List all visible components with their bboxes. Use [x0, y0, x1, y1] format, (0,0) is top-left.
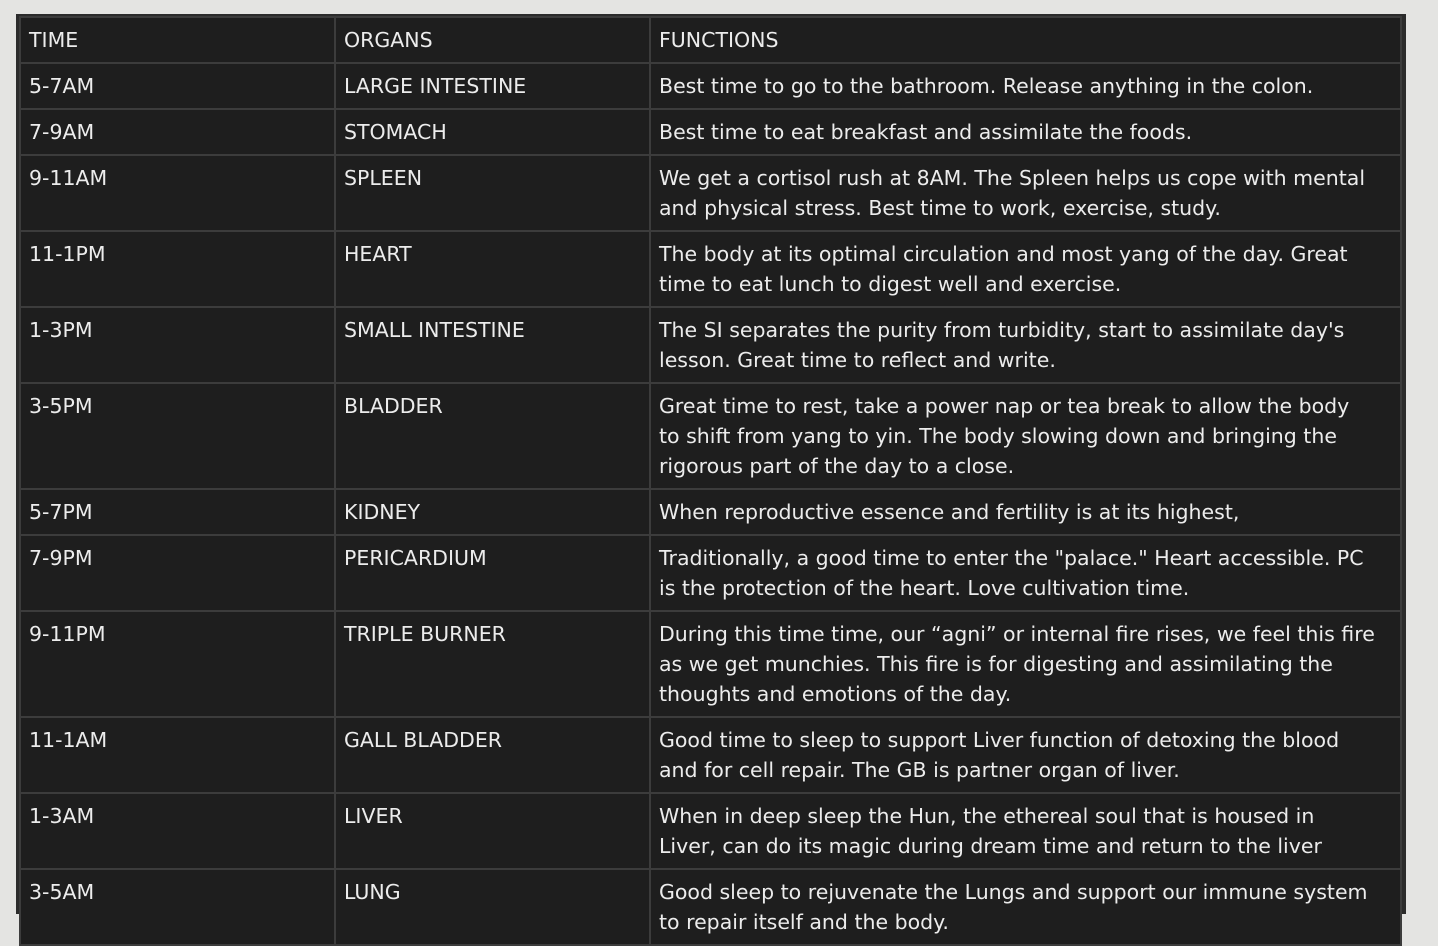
function-cell: We get a cortisol rush at 8AM. The Spleen helps us cope with mental and physical stress. Best time to work, exercise, study. — [650, 155, 1401, 231]
time-cell: 5-7AM — [20, 63, 335, 109]
header-time: TIME — [20, 17, 335, 63]
time-cell: 9-11AM — [20, 155, 335, 231]
function-cell: Good sleep to rejuvenate the Lungs and support our immune system to repair itself and the body. — [650, 869, 1401, 945]
time-cell: 11-1PM — [20, 231, 335, 307]
organ-cell: STOMACH — [335, 109, 650, 155]
header-functions: FUNCTIONS — [650, 17, 1401, 63]
table-row — [20, 63, 1401, 109]
table-row — [20, 611, 1401, 717]
organ-clock-table — [19, 16, 1402, 946]
time-cell: 7-9AM — [20, 109, 335, 155]
table-row — [20, 717, 1401, 793]
organ-cell: BLADDER — [335, 383, 650, 489]
table-row — [20, 793, 1401, 869]
table-row — [20, 231, 1401, 307]
time-cell: 5-7PM — [20, 489, 335, 535]
organ-cell: KIDNEY — [335, 489, 650, 535]
table-row — [20, 155, 1401, 231]
table-row — [20, 383, 1401, 489]
time-cell: 1-3PM — [20, 307, 335, 383]
header-organs: ORGANS — [335, 17, 650, 63]
function-cell: The SI separates the purity from turbidity, start to assimilate day's lesson. Great time to reflect and write. — [650, 307, 1401, 383]
organ-cell: PERICARDIUM — [335, 535, 650, 611]
table-row — [20, 109, 1401, 155]
function-cell: The body at its optimal circulation and most yang of the day. Great time to eat lunch to digest well and exercise. — [650, 231, 1401, 307]
organ-cell: HEART — [335, 231, 650, 307]
organ-cell: LUNG — [335, 869, 650, 945]
organ-cell: TRIPLE BURNER — [335, 611, 650, 717]
function-cell: Best time to eat breakfast and assimilate the foods. — [650, 109, 1401, 155]
table-row — [20, 869, 1401, 945]
organ-cell: LARGE INTESTINE — [335, 63, 650, 109]
function-cell: Best time to go to the bathroom. Release anything in the colon. — [650, 63, 1401, 109]
function-cell: Traditionally, a good time to enter the "palace." Heart accessible. PC is the protection of the heart. Love cultivation time. — [650, 535, 1401, 611]
function-cell: Great time to rest, take a power nap or tea break to allow the body to shift from yang to yin. The body slowing down and bringing the rigorous part of the day to a close. — [650, 383, 1401, 489]
time-cell: 1-3AM — [20, 793, 335, 869]
table-row — [20, 489, 1401, 535]
table-row — [20, 307, 1401, 383]
organ-cell: SMALL INTESTINE — [335, 307, 650, 383]
time-cell: 3-5AM — [20, 869, 335, 945]
table-row — [20, 535, 1401, 611]
time-cell: 9-11PM — [20, 611, 335, 717]
organ-cell: LIVER — [335, 793, 650, 869]
time-cell: 11-1AM — [20, 717, 335, 793]
organ-cell: SPLEEN — [335, 155, 650, 231]
function-cell: When reproductive essence and fertility is at its highest, — [650, 489, 1401, 535]
table-frame — [16, 14, 1406, 934]
function-cell: Good time to sleep to support Liver function of detoxing the blood and for cell repair. The GB is partner organ of liver. — [650, 717, 1401, 793]
time-cell: 3-5PM — [20, 383, 335, 489]
organ-cell: GALL BLADDER — [335, 717, 650, 793]
function-cell: When in deep sleep the Hun, the ethereal soul that is housed in Liver, can do its magic during dream time and return to the liver — [650, 793, 1401, 869]
function-cell: During this time time, our “agni” or internal fire rises, we feel this fire as we get munchies. This fire is for digesting and assimilating the thoughts and emotions of the day. — [650, 611, 1401, 717]
time-cell: 7-9PM — [20, 535, 335, 611]
header-row — [20, 17, 1401, 63]
